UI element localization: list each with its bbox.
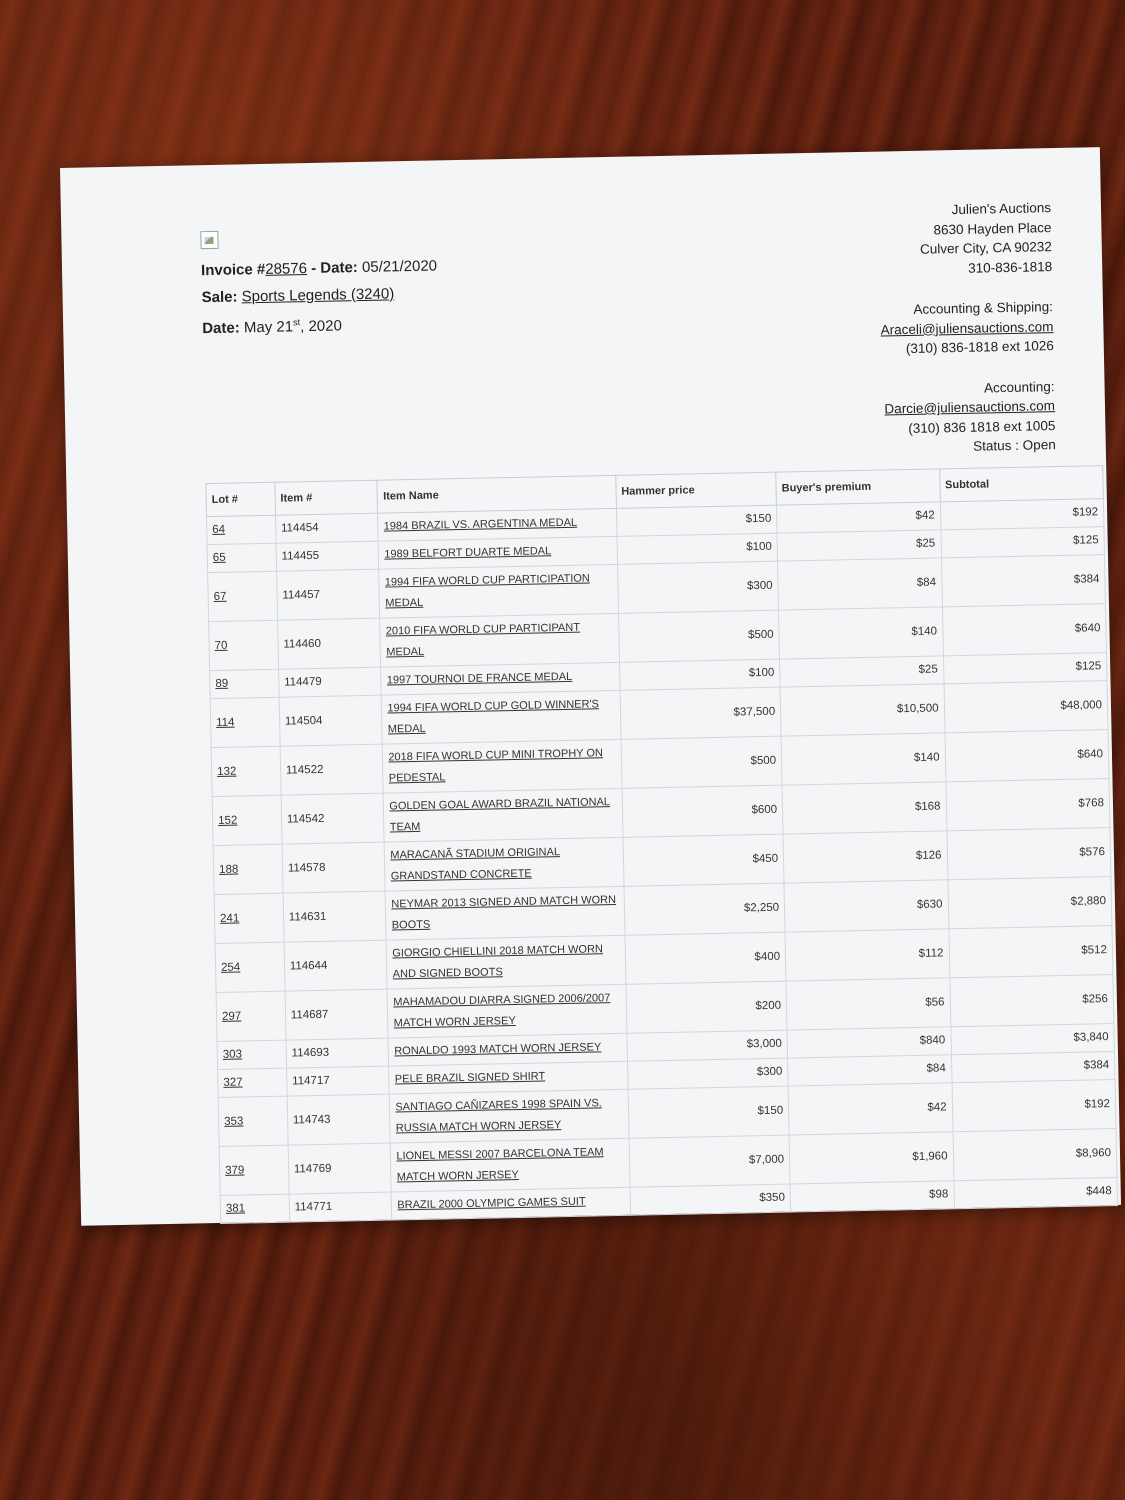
item-number: 114743 (287, 1094, 391, 1145)
col-header-hammer-price: Hammer price (615, 472, 776, 508)
hammer-price: $300 (617, 561, 778, 613)
buyers-premium: $25 (780, 656, 944, 687)
subtotal: $576 (947, 828, 1111, 880)
lot-link[interactable]: 132 (211, 746, 281, 796)
subtotal: $640 (945, 730, 1109, 782)
sale-link[interactable]: Sports Legends (3240) (241, 285, 395, 306)
hammer-price: $300 (627, 1058, 788, 1089)
item-number: 114454 (275, 513, 378, 543)
lot-link[interactable]: 67 (208, 571, 278, 621)
item-name-link[interactable]: 1984 BRAZIL VS. ARGENTINA MEDAL (378, 508, 617, 541)
invoice-line (201, 252, 438, 284)
item-name-link[interactable]: 1989 BELFORT DUARTE MEDAL (379, 536, 618, 569)
subtotal: $384 (951, 1052, 1115, 1083)
subtotal: $384 (941, 555, 1105, 607)
hammer-price: $7,000 (629, 1135, 790, 1187)
hammer-price: $100 (619, 659, 780, 690)
item-number: 114631 (283, 891, 387, 942)
lot-link[interactable]: 241 (214, 893, 284, 943)
col-header-lot: Lot # (206, 482, 275, 516)
lot-link[interactable]: 70 (209, 620, 279, 670)
hammer-price: $150 (616, 505, 777, 536)
buyers-premium: $630 (784, 880, 948, 932)
buyers-premium: $10,500 (780, 684, 944, 736)
lot-link[interactable]: 188 (213, 844, 283, 894)
hammer-price: $450 (623, 834, 784, 886)
buyers-premium: $1,960 (789, 1132, 953, 1184)
buyers-premium: $84 (778, 558, 942, 610)
sale-label: Sale: (201, 288, 242, 307)
company-name: Julien's Auctions (951, 200, 1052, 218)
item-number: 114717 (286, 1066, 389, 1096)
invoice-date-label: - Date: (306, 258, 363, 278)
company-info (878, 198, 1056, 458)
item-name-link[interactable]: NEYMAR 2013 SIGNED AND MATCH WORN BOOTS (386, 886, 625, 940)
item-number: 114479 (278, 667, 381, 697)
hammer-price: $37,500 (620, 687, 781, 739)
item-name-link[interactable]: PELE BRAZIL SIGNED SHIRT (389, 1061, 628, 1094)
item-name-link[interactable]: RONALDO 1993 MATCH WORN JERSEY (389, 1033, 628, 1066)
hammer-price: $200 (626, 981, 787, 1033)
subtotal: $8,960 (953, 1128, 1117, 1180)
lot-link[interactable]: 152 (212, 795, 282, 845)
lot-link[interactable]: 64 (207, 515, 276, 544)
acct-label: Accounting: (983, 378, 1055, 395)
lot-link[interactable]: 327 (218, 1068, 287, 1097)
buyers-premium: $42 (788, 1083, 952, 1135)
subtotal: $256 (949, 975, 1113, 1027)
hammer-price: $2,250 (624, 883, 785, 935)
subtotal: $640 (942, 604, 1106, 656)
subtotal: $768 (946, 779, 1110, 831)
lot-link[interactable]: 254 (215, 942, 285, 992)
hammer-price: $600 (622, 785, 783, 837)
lot-link[interactable]: 297 (216, 991, 286, 1041)
company-address1: 8630 Hayden Place (933, 219, 1052, 237)
subtotal: $448 (954, 1177, 1118, 1208)
hammer-price: $150 (628, 1086, 789, 1138)
item-name-link[interactable]: 2010 FIFA WORLD CUP PARTICIPANT MEDAL (380, 613, 619, 667)
item-number: 114687 (285, 989, 389, 1040)
col-header-item-name: Item Name (377, 475, 616, 513)
company-address2: Culver City, CA 90232 (919, 239, 1052, 257)
date-line (202, 306, 439, 342)
invoice-items-table (205, 465, 1118, 1224)
item-name-link[interactable]: LIONEL MESSI 2007 BARCELONA TEAM MATCH WORN JERSEY (391, 1138, 630, 1192)
buyers-premium: $840 (787, 1027, 951, 1058)
buyers-premium: $42 (777, 502, 941, 533)
buyers-premium: $140 (781, 733, 945, 785)
item-name-link[interactable]: 1994 FIFA WORLD CUP PARTICIPATION MEDAL (379, 564, 618, 618)
item-number: 114769 (288, 1143, 392, 1194)
item-name-link[interactable]: 2018 FIFA WORLD CUP MINI TROPHY ON PEDESTAL (383, 739, 622, 793)
col-header-buyers-premium: Buyer's premium (776, 469, 940, 505)
item-name-link[interactable]: MARACANÃ STADIUM ORIGINAL GRANDSTAND CONCRETE (385, 837, 624, 891)
col-header-subtotal: Subtotal (939, 466, 1103, 502)
item-number: 114644 (284, 940, 388, 991)
acct-phone: (310) 836 1818 ext 1005 (908, 417, 1056, 436)
item-number: 114457 (276, 569, 380, 620)
lot-link[interactable]: 114 (210, 697, 280, 747)
subtotal: $192 (940, 499, 1104, 530)
subtotal: $125 (940, 527, 1104, 558)
item-number: 114693 (286, 1038, 389, 1068)
broken-image-icon (200, 231, 218, 249)
lot-link[interactable]: 379 (219, 1145, 289, 1195)
item-name-link[interactable]: GIORGIO CHIELLINI 2018 MATCH WORN AND SIGNED BOOTS (387, 935, 626, 989)
item-name-link[interactable]: GOLDEN GOAL AWARD BRAZIL NATIONAL TEAM (384, 788, 623, 842)
subtotal: $3,840 (950, 1024, 1114, 1055)
subtotal: $125 (943, 653, 1107, 684)
buyers-premium: $25 (777, 530, 941, 561)
company-phone: 310-836-1818 (967, 258, 1053, 276)
date-ordinal: st (292, 317, 301, 328)
subtotal: $2,880 (947, 877, 1111, 929)
item-name-link[interactable]: SANTIAGO CAÑIZARES 1998 SPAIN VS. RUSSIA MATCH WORN JERSEY (390, 1089, 629, 1143)
date-label: Date: (202, 319, 245, 338)
buyers-premium: $126 (783, 831, 947, 883)
date-value-pre: May 21 (243, 318, 294, 337)
hammer-price: $100 (617, 533, 778, 564)
item-number: 114578 (282, 842, 386, 893)
item-name-link[interactable]: BRAZIL 2000 OLYMPIC GAMES SUIT (392, 1187, 631, 1220)
item-number: 114771 (289, 1192, 392, 1222)
date-value-post: , 2020 (299, 317, 343, 336)
item-name-link[interactable]: 1994 FIFA WORLD CUP GOLD WINNER'S MEDAL (382, 690, 621, 744)
item-number: 114455 (276, 541, 379, 571)
invoice-date: 05/21/2020 (361, 257, 438, 276)
buyers-premium: $56 (786, 978, 950, 1030)
buyers-premium: $98 (790, 1181, 954, 1212)
lot-link[interactable]: 303 (217, 1040, 286, 1069)
lot-link[interactable]: 89 (210, 669, 279, 698)
item-number: 114460 (277, 618, 381, 669)
hammer-price: $400 (625, 932, 786, 984)
subtotal: $512 (948, 926, 1112, 978)
buyers-premium: $112 (785, 929, 949, 981)
lot-link[interactable]: 381 (220, 1194, 289, 1223)
item-name-link[interactable]: MAHAMADOU DIARRA SIGNED 2006/2007 MATCH WORN JERSEY (388, 984, 627, 1038)
item-number: 114542 (281, 793, 385, 844)
subtotal: $192 (952, 1080, 1116, 1132)
acct-ship-phone: (310) 836-1818 ext 1026 (905, 338, 1054, 357)
item-number: 114504 (279, 695, 383, 746)
hammer-price: $3,000 (627, 1030, 788, 1061)
invoice-number-link[interactable]: 28576 (265, 260, 308, 278)
buyers-premium: $168 (782, 782, 946, 834)
hammer-price: $500 (618, 610, 779, 662)
acct-ship-label: Accounting & Shipping: (913, 299, 1054, 317)
acct-email-link[interactable]: Darcie@juliensauctions.com (884, 398, 1056, 417)
status-text: Status : Open (973, 437, 1056, 454)
hammer-price: $500 (621, 736, 782, 788)
acct-ship-email-link[interactable]: Araceli@juliensauctions.com (880, 318, 1054, 338)
lot-link[interactable]: 353 (218, 1096, 288, 1146)
lot-link[interactable]: 65 (207, 543, 276, 572)
invoice-label: Invoice # (200, 260, 266, 280)
invoice-header (201, 252, 439, 342)
buyers-premium: $84 (788, 1055, 952, 1086)
col-header-item: Item # (275, 480, 378, 515)
item-name-link[interactable]: 1997 TOURNOI DE FRANCE MEDAL (381, 662, 620, 695)
buyers-premium: $140 (779, 607, 943, 659)
item-number: 114522 (280, 744, 384, 795)
invoice-paper (60, 147, 1121, 1226)
subtotal: $48,000 (944, 681, 1108, 733)
hammer-price: $350 (630, 1184, 791, 1215)
